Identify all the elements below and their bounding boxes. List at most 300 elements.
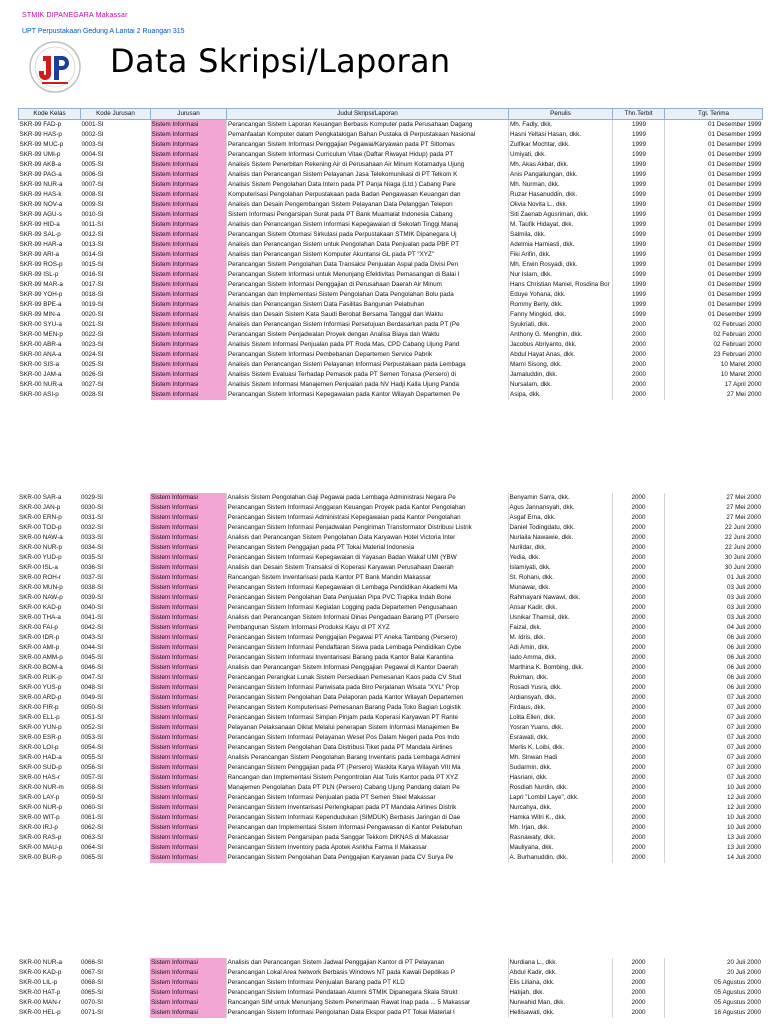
kode-kelas-cell: SKR-00 LOI-p (19, 744, 59, 751)
tgl-terima-cell: 01 Desember 1999 (665, 150, 763, 160)
library-location: UPT Perpustakaan Gedung A Lantai 2 Ruangan 315 (22, 28, 185, 35)
table-row (19, 250, 763, 260)
table-row (18, 533, 762, 543)
table-row (18, 663, 762, 673)
judul-cell: Perancangan dan Implementasi Sistem Informasi Pengawasan di Kantor Pelabuhan (226, 823, 508, 833)
jurusan-cell: Sistem Informasi (151, 330, 227, 340)
thn-terbit-cell: 2000 (612, 763, 664, 773)
kode-kelas-cell: SKR-99 HID-a (19, 221, 60, 228)
kode-jurusan-cell: 0052-SI (81, 724, 104, 731)
table-row (19, 180, 763, 190)
judul-cell: Analisis dan Perancangan Sistem Jadwal Penggajian Kantor di PT Pelayanan (226, 958, 508, 968)
kode-kelas-cell: SKR-00 ESR-p (19, 734, 62, 741)
tgl-terima-cell: 01 Desember 1999 (665, 250, 763, 260)
tgl-terima-cell: 22 Juni 2000 (664, 543, 762, 553)
kode-kelas-cell: SKR-99 NUR-a (19, 181, 63, 188)
thn-terbit-cell: 2000 (612, 533, 664, 543)
thn-terbit-cell: 2000 (612, 693, 664, 703)
kode-jurusan-cell: 0044-SI (81, 644, 104, 651)
jurusan-cell: Sistem Informasi (150, 703, 226, 713)
judul-cell: Analisis dan Perancangan Sistem Informasi Persetujuan Berdasarkan pada PT (Pe (227, 320, 509, 330)
thn-terbit-cell: 2000 (612, 733, 664, 743)
kode-jurusan-cell: 0018-SI (81, 291, 104, 298)
judul-cell: Perancangan dan Implementasi Sistem Pengolahan Data Pengolahan Bolu pada (227, 290, 509, 300)
kode-jurusan-cell: 0047-SI (81, 674, 104, 681)
table-row (19, 270, 763, 280)
thn-terbit-cell: 1999 (613, 230, 665, 240)
judul-cell: Perancangan Sistem Penggajian pada PT (Persero) Waskita Karya Wilayah VIII Ma (226, 763, 508, 773)
judul-cell: Perancangan Sistem Pengolahan Data Penjualan Pipa PVC Trapika Indah Bone (226, 593, 508, 603)
tgl-terima-cell: 07 Juli 2000 (664, 693, 762, 703)
judul-cell: Perancangan Sistem Informasi Kependudukan (SIMDUK) Berbasis Jaringan di Dae (226, 813, 508, 823)
jurusan-cell: Sistem Informasi (150, 693, 226, 703)
kode-kelas-cell: SKR-00 ISL-a (19, 564, 58, 571)
kode-kelas-cell: SKR-00 BUR-p (19, 854, 62, 861)
kode-kelas-cell: SKR-00 NAW-p (19, 594, 63, 601)
kode-jurusan-cell: 0037-SI (81, 574, 104, 581)
kode-jurusan-cell: 0041-SI (81, 614, 104, 621)
kode-jurusan-cell: 0032-SI (81, 524, 104, 531)
jurusan-cell: Sistem Informasi (150, 968, 226, 978)
judul-cell: Perancangan Perangkat Lunak Sistem Persediaan Pemesanan Kaos pada CV Stud (226, 673, 508, 683)
table-row (18, 593, 762, 603)
penulis-cell: Elis Liliana, dkk. (508, 978, 612, 988)
table-row (18, 823, 762, 833)
thn-terbit-cell: 2000 (612, 573, 664, 583)
tgl-terima-cell: 01 Desember 1999 (665, 140, 763, 150)
tgl-terima-cell: 30 Juni 2000 (664, 563, 762, 573)
table-row (18, 813, 762, 823)
thn-terbit-cell: 1999 (613, 210, 665, 220)
kode-kelas-cell: SKR-99 MUC-p (19, 141, 64, 148)
thn-terbit-cell: 2000 (612, 803, 664, 813)
penulis-cell: Syukriati, dkk. (509, 320, 613, 330)
thn-terbit-cell: 2000 (612, 958, 664, 968)
table-row (19, 260, 763, 270)
kode-jurusan-cell: 0013-SI (81, 241, 104, 248)
table-row (18, 573, 762, 583)
judul-cell: Perancangan Sistem Informasi Pengolahan Data Ekspor pada PT Tokai Material I (226, 1008, 508, 1018)
thn-terbit-cell: 1999 (613, 240, 665, 250)
table-row (19, 150, 763, 160)
tgl-terima-cell: 14 Juli 2000 (664, 853, 762, 863)
jurusan-cell: Sistem Informasi (150, 753, 226, 763)
tgl-terima-cell: 22 Juni 2000 (664, 533, 762, 543)
jurusan-cell: Sistem Informasi (150, 513, 226, 523)
table-row (19, 360, 763, 370)
kode-jurusan-cell: 0031-SI (81, 514, 104, 521)
judul-cell: Perancangan Sistem Informasi Pendataan Alumni STMIK Dipanegara Skala Strukt (226, 988, 508, 998)
judul-cell: Rancangan SIM untuk Menunjang Sistem Penerimaan Rawat Inap pada ... 5 Makassar (226, 998, 508, 1008)
tgl-terima-cell: 27 Mei 2000 (665, 390, 763, 400)
judul-cell: Perancangan Sistem Informasi Pendaftaran Siswa pada Lembaga Pendidikan Cybe (226, 643, 508, 653)
table-row (18, 733, 762, 743)
thn-terbit-cell: 2000 (612, 833, 664, 843)
tgl-terima-cell: 03 Juli 2000 (664, 603, 762, 613)
kode-kelas-cell: SKR-00 SUD-p (19, 764, 62, 771)
thn-terbit-cell: 2000 (612, 703, 664, 713)
judul-cell: Perancangan Sistem Informasi Pembebanan Departemen Service Pabrik (227, 350, 509, 360)
penulis-cell: Nurdiana L., dkk. (508, 958, 612, 968)
thn-terbit-cell: 2000 (613, 370, 665, 380)
penulis-cell: Asipa, dkk. (509, 390, 613, 400)
judul-cell: Sistem Informasi Pengarsipan Surat pada PT Bank Muamalat Indonesia Cabang (227, 210, 509, 220)
kode-jurusan-cell: 0035-SI (81, 554, 104, 561)
tgl-terima-cell: 27 Mei 2000 (664, 503, 762, 513)
tgl-terima-cell: 13 Juli 2000 (664, 843, 762, 853)
judul-cell: Perancangan Sistem Informasi Kepegawaian pada Kantor Wilayah Departemen Pe (227, 390, 509, 400)
thesis-table-block-1 (18, 108, 763, 400)
judul-cell: Analisis dan Perancangan Sistem Data Fasilitas Bangunan Pelabuhan (227, 300, 509, 310)
kode-kelas-cell: SKR-00 ANA-a (19, 351, 62, 358)
column-header-kode-jurusan: Kode Jurusan (81, 109, 151, 120)
table-row (19, 370, 763, 380)
table-row (19, 300, 763, 310)
tgl-terima-cell: 03 Juli 2000 (664, 593, 762, 603)
thn-terbit-cell: 1999 (613, 160, 665, 170)
kode-kelas-cell: SKR-99 HAR-a (19, 241, 63, 248)
kode-jurusan-cell: 0058-SI (81, 784, 104, 791)
kode-kelas-cell: SKR-99 AKB-a (19, 161, 62, 168)
kode-jurusan-cell: 0019-SI (81, 301, 104, 308)
kode-jurusan-cell: 0056-SI (81, 764, 104, 771)
penulis-cell: Nurcahya, dkk. (508, 803, 612, 813)
penulis-cell: M. Idris, dkk. (508, 633, 612, 643)
kode-jurusan-cell: 0060-SI (81, 804, 104, 811)
thn-terbit-cell: 2000 (612, 1008, 664, 1018)
kode-kelas-cell: SKR-99 YOH-p (19, 291, 63, 298)
judul-cell: Perancangan Sistem Informasi Penggajian Pegawai PT Aneka Tambang (Persero) (226, 633, 508, 643)
tgl-terima-cell: 10 Juli 2000 (664, 823, 762, 833)
judul-cell: Perancangan Sistem Pengolahan Data Transaksi Penjualan Aspal pada Divisi Pen (227, 260, 509, 270)
kode-kelas-cell: SKR-00 MUN-p (19, 584, 63, 591)
tgl-terima-cell: 12 Juli 2000 (664, 793, 762, 803)
tgl-terima-cell: 01 Desember 1999 (665, 300, 763, 310)
judul-cell: Analisis dan Perancangan Sistem Pelayanan Jasa Telekomunikasi di PT Telkom K (227, 170, 509, 180)
judul-cell: Perancangan Sistem Inventarisasi Perlengkapan pada PT Mandala Airlines Distrik (226, 803, 508, 813)
tgl-terima-cell: 07 Juli 2000 (664, 713, 762, 723)
table-row (19, 160, 763, 170)
table-row (18, 693, 762, 703)
thesis-table-block-3 (18, 958, 762, 1018)
jurusan-cell: Sistem Informasi (150, 958, 226, 968)
jurusan-cell: Sistem Informasi (150, 813, 226, 823)
tgl-terima-cell: 12 Juli 2000 (664, 803, 762, 813)
kode-jurusan-cell: 0065-SI (81, 989, 104, 996)
table-row (18, 523, 762, 533)
table-row (18, 783, 762, 793)
penulis-cell: Umiyati, dkk. (509, 150, 613, 160)
judul-cell: Perancangan Sistem Informasi Penggajian Pegawai/Karyawan pada PT Sittomas (227, 140, 509, 150)
penulis-cell: Mh. Slnwan Hadi (508, 753, 612, 763)
tgl-terima-cell: 06 Juli 2000 (664, 633, 762, 643)
tgl-terima-cell: 01 Desember 1999 (665, 190, 763, 200)
kode-jurusan-cell: 0062-SI (81, 824, 104, 831)
thn-terbit-cell: 2000 (612, 653, 664, 663)
kode-jurusan-cell: 0033-SI (81, 534, 104, 541)
thn-terbit-cell: 2000 (612, 493, 664, 503)
tgl-terima-cell: 07 Juli 2000 (664, 703, 762, 713)
kode-kelas-cell: SKR-00 BOM-a (19, 664, 63, 671)
tgl-terima-cell: 06 Juli 2000 (664, 653, 762, 663)
judul-cell: Perancangan Sistem Informasi Administrasi Kepegawaian pada Kantor Pengolahan (226, 513, 508, 523)
judul-cell: Perancangan Sistem Informasi Simpan Pinjam pada Koperasi Karyawan PT Rante (226, 713, 508, 723)
kode-jurusan-cell: 0066-SI (81, 959, 104, 966)
kode-jurusan-cell: 0006-SI (81, 171, 104, 178)
jurusan-cell: Sistem Informasi (151, 240, 227, 250)
penulis-cell: Lapri "Lombil Laye", dkk. (508, 793, 612, 803)
kode-kelas-cell: SKR-99 NOV-a (19, 201, 63, 208)
judul-cell: Perancangan Sistem Informasi Anggaran Keuangan Proyek pada Kantor Pengolahan (226, 503, 508, 513)
kode-kelas-cell: SKR-00 RUK-p (19, 674, 62, 681)
thn-terbit-cell: 1999 (613, 310, 665, 320)
kode-jurusan-cell: 0043-SI (81, 634, 104, 641)
kode-kelas-cell: SKR-00 YUN-p (19, 724, 62, 731)
thn-terbit-cell: 1999 (613, 180, 665, 190)
tgl-terima-cell: 07 Juli 2000 (664, 723, 762, 733)
kode-jurusan-cell: 0015-SI (81, 261, 104, 268)
tgl-terima-cell: 17 April 2000 (665, 380, 763, 390)
jurusan-cell: Sistem Informasi (150, 583, 226, 593)
kode-kelas-cell: SKR-00 SAR-a (19, 494, 62, 501)
thn-terbit-cell: 2000 (612, 998, 664, 1008)
thn-terbit-cell: 2000 (612, 713, 664, 723)
kode-jurusan-cell: 0022-SI (81, 331, 104, 338)
tgl-terima-cell: 05 Agustus 2000 (664, 988, 762, 998)
table-row (19, 380, 763, 390)
kode-jurusan-cell: 0065-SI (81, 854, 104, 861)
penulis-cell: Hatijah, dkk. (508, 988, 612, 998)
jurusan-cell: Sistem Informasi (150, 823, 226, 833)
kode-jurusan-cell: 0029-SI (81, 494, 104, 501)
thn-terbit-cell: 1999 (613, 170, 665, 180)
table-row (18, 673, 762, 683)
kode-kelas-cell: SKR-00 RAS-p (19, 834, 62, 841)
penulis-cell: Anis Pangaliungan, dkk. (509, 170, 613, 180)
thn-terbit-cell: 2000 (613, 350, 665, 360)
kode-kelas-cell: SKR-00 HAS-r (19, 774, 60, 781)
judul-cell: Analisis dan Desain Sistem Kata Saudi Berobat Bersama Tanggal dan Waktu (227, 310, 509, 320)
kode-jurusan-cell: 0064-SI (81, 844, 104, 851)
tgl-terima-cell: 30 Juni 2000 (664, 553, 762, 563)
kode-jurusan-cell: 0063-SI (81, 834, 104, 841)
table-row (19, 350, 763, 360)
jurusan-cell: Sistem Informasi (151, 380, 227, 390)
tgl-terima-cell: 01 Desember 1999 (665, 200, 763, 210)
table-row (19, 390, 763, 400)
penulis-cell: Mh. Fadly, dkk. (509, 120, 613, 131)
jurusan-cell: Sistem Informasi (151, 220, 227, 230)
penulis-cell: A. Burhanuddin, dkk. (508, 853, 612, 863)
jurusan-cell: Sistem Informasi (150, 1008, 226, 1018)
tgl-terima-cell: 10 Maret 2000 (665, 360, 763, 370)
jurusan-cell: Sistem Informasi (150, 773, 226, 783)
jurusan-cell: Sistem Informasi (150, 683, 226, 693)
thn-terbit-cell: 2000 (612, 773, 664, 783)
tgl-terima-cell: 01 Desember 1999 (665, 270, 763, 280)
kode-kelas-cell: SKR-00 KAD-p (19, 604, 62, 611)
tgl-terima-cell: 16 Agustus 2000 (664, 1008, 762, 1018)
tgl-terima-cell: 13 Juli 2000 (664, 833, 762, 843)
tgl-terima-cell: 03 Juli 2000 (664, 613, 762, 623)
kode-jurusan-cell: 0038-SI (81, 584, 104, 591)
tgl-terima-cell: 01 Desember 1999 (665, 240, 763, 250)
judul-cell: Komputerisasi Pengolahan Perpustakaan pada Badan Pengawasan Keuangan dan (227, 190, 509, 200)
kode-kelas-cell: SKR-00 TOD-p (19, 524, 62, 531)
thn-terbit-cell: 2000 (612, 843, 664, 853)
kode-kelas-cell: SKR-00 KAD-p (19, 969, 62, 976)
jurusan-cell: Sistem Informasi (151, 200, 227, 210)
judul-cell: Perancangan Sistem Informasi Pariwisata pada Biro Perjalanan Wisata "XYL" Prop (226, 683, 508, 693)
thn-terbit-cell: 2000 (612, 603, 664, 613)
jurusan-cell: Sistem Informasi (150, 643, 226, 653)
jurusan-cell: Sistem Informasi (150, 653, 226, 663)
jurusan-cell: Sistem Informasi (150, 623, 226, 633)
thn-terbit-cell: 2000 (612, 683, 664, 693)
judul-cell: Analisis Sistem Pengolahan Gaji Pegawai pada Lembaga Administrasi Negara Pe (226, 493, 508, 503)
kode-jurusan-cell: 0053-SI (81, 734, 104, 741)
thn-terbit-cell: 2000 (612, 723, 664, 733)
penulis-cell: M. Taufik Hidayat, dkk. (509, 220, 613, 230)
judul-cell: Perancangan Lokal Area Network Berbasis Windows NT pada Kawali Depdikas P (226, 968, 508, 978)
kode-kelas-cell: SKR-00 YUD-p (19, 554, 62, 561)
kode-kelas-cell: SKR-00 IDR-p (19, 634, 60, 641)
judul-cell: Perancangan Sistem Penggajian pada PT Tokai Material Indonesia (226, 543, 508, 553)
jurusan-cell: Sistem Informasi (151, 320, 227, 330)
judul-cell: Analisis Perancangan Sistem Pengolahan Barang Inventaris pada Lembaga Admini (226, 753, 508, 763)
penulis-cell: Munawar, dkk. (508, 583, 612, 593)
kode-kelas-cell: SKR-00 ARD-p (19, 694, 62, 701)
table-row (18, 773, 762, 783)
jurusan-cell: Sistem Informasi (150, 613, 226, 623)
institution-name: STMIK DIPANEGARA Makassar (22, 12, 128, 19)
table-row (19, 140, 763, 150)
thn-terbit-cell: 2000 (612, 968, 664, 978)
kode-jurusan-cell: 0012-SI (81, 231, 104, 238)
jurusan-cell: Sistem Informasi (150, 563, 226, 573)
penulis-cell: Nur Islam, dkk. (509, 270, 613, 280)
penulis-cell: Mh. Erwin Rosyadi, dkk. (509, 260, 613, 270)
kode-jurusan-cell: 0024-SI (81, 351, 104, 358)
table-row (18, 553, 762, 563)
kode-jurusan-cell: 0068-SI (81, 979, 104, 986)
thn-terbit-cell: 2000 (612, 643, 664, 653)
table-row (18, 723, 762, 733)
table-row (18, 543, 762, 553)
penulis-cell: Daniel Todingdatu, dkk. (508, 523, 612, 533)
jurusan-cell: Sistem Informasi (151, 310, 227, 320)
penulis-cell: Abdul Hayat Anas, dkk. (509, 350, 613, 360)
penulis-cell: Hamka Witri K., dkk. (508, 813, 612, 823)
tgl-terima-cell: 01 Desember 1999 (665, 210, 763, 220)
column-header-jurusan: Jurusan (151, 109, 227, 120)
table-row (18, 998, 762, 1008)
tgl-terima-cell: 20 Juli 2000 (664, 968, 762, 978)
kode-jurusan-cell: 0040-SI (81, 604, 104, 611)
tgl-terima-cell: 01 Juli 2000 (664, 573, 762, 583)
kode-kelas-cell: SKR-99 SAL-p (19, 231, 61, 238)
tgl-terima-cell: 01 Desember 1999 (665, 170, 763, 180)
tgl-terima-cell: 27 Mei 2000 (664, 493, 762, 503)
judul-cell: Pemanfaatan Komputer dalam Pengkatalogan Bahan Pustaka di Perpustakaan Nasional (227, 130, 509, 140)
table-row (18, 763, 762, 773)
jurusan-cell: Sistem Informasi (150, 733, 226, 743)
table-header-row (19, 109, 763, 120)
kode-jurusan-cell: 0027-SI (81, 381, 104, 388)
judul-cell: Perancangan Sistem Informasi untuk Menunjang Efektivitas Pemasangan di Balai I (227, 270, 509, 280)
penulis-cell: Islamiyati, dkk. (508, 563, 612, 573)
thn-terbit-cell: 1999 (613, 270, 665, 280)
penulis-cell: Jacobus Abriyanto, dkk. (509, 340, 613, 350)
thn-terbit-cell: 2000 (612, 633, 664, 643)
tgl-terima-cell: 10 Juli 2000 (664, 783, 762, 793)
judul-cell: Perancangan Sistem Informasi Curriculum Vitae (Daftar Riwayat Hidup) pada PT (227, 150, 509, 160)
kode-jurusan-cell: 0016-SI (81, 271, 104, 278)
jurusan-cell: Sistem Informasi (150, 493, 226, 503)
jurusan-cell: Sistem Informasi (150, 978, 226, 988)
jurusan-cell: Sistem Informasi (151, 140, 227, 150)
judul-cell: Perancangan Sistem Informasi Inventarisasi Barang pada Kantor Balai Karantina (226, 653, 508, 663)
kode-kelas-cell: SKR-00 YUS-p (19, 684, 62, 691)
thn-terbit-cell: 1999 (613, 280, 665, 290)
table-row (19, 220, 763, 230)
kode-jurusan-cell: 0005-SI (81, 161, 104, 168)
column-header-tgl-terima: Tgl. Terima (665, 109, 763, 120)
kode-jurusan-cell: 0036-SI (81, 564, 104, 571)
tgl-terima-cell: 05 Agustus 2000 (664, 978, 762, 988)
kode-kelas-cell: SKR-99 BPE-a (19, 301, 62, 308)
thn-terbit-cell: 2000 (613, 380, 665, 390)
jurusan-cell: Sistem Informasi (151, 170, 227, 180)
jurusan-cell: Sistem Informasi (151, 250, 227, 260)
table-row (18, 503, 762, 513)
tgl-terima-cell: 07 Juli 2000 (664, 763, 762, 773)
kode-jurusan-cell: 0046-SI (81, 664, 104, 671)
kode-jurusan-cell: 0003-SI (81, 141, 104, 148)
kode-kelas-cell: SKR-00 SIS-a (19, 361, 60, 368)
tgl-terima-cell: 06 Juli 2000 (664, 663, 762, 673)
tgl-terima-cell: 02 Februari 2000 (665, 320, 763, 330)
kode-jurusan-cell: 0028-SI (81, 391, 104, 398)
kode-kelas-cell: SKR-99 MAR-a (19, 281, 63, 288)
penulis-cell: Asgaf Erna, dkk. (508, 513, 612, 523)
kode-kelas-cell: SKR-99 UMI-p (19, 151, 61, 158)
jurusan-cell: Sistem Informasi (150, 833, 226, 843)
judul-cell: Analisis dan Desain Pengembangan Sistem Pelayanan Data Pelanggan Telepon (227, 200, 509, 210)
tgl-terima-cell: 01 Desember 1999 (665, 120, 763, 131)
kode-jurusan-cell: 0050-SI (81, 704, 104, 711)
thn-terbit-cell: 2000 (612, 743, 664, 753)
judul-cell: Analisis dan Perancangan Sistem Informasi Dinas Pengadaan Barang PT (Persero (226, 613, 508, 623)
kode-jurusan-cell: 0009-SI (81, 201, 104, 208)
jurusan-cell: Sistem Informasi (150, 853, 226, 863)
penulis-cell: Mh. Nurman, dkk. (509, 180, 613, 190)
judul-cell: Perancangan Sistem Laporan Keuangan Berbasis Komputer pada Perusahaan Dagang (227, 120, 509, 131)
tgl-terima-cell: 02 Februari 2000 (665, 340, 763, 350)
penulis-cell: Nurwahid Man, dkk. (508, 998, 612, 1008)
jurusan-cell: Sistem Informasi (151, 280, 227, 290)
penulis-cell: Firdaus, dkk. (508, 703, 612, 713)
stmik-logo-icon (28, 40, 82, 94)
jurusan-cell: Sistem Informasi (150, 998, 226, 1008)
tgl-terima-cell: 06 Juli 2000 (664, 673, 762, 683)
table-row (18, 653, 762, 663)
table-row (18, 843, 762, 853)
thn-terbit-cell: 2000 (612, 513, 664, 523)
thn-terbit-cell: 1999 (613, 260, 665, 270)
kode-kelas-cell: SKR-00 NUR-m (19, 784, 64, 791)
thn-terbit-cell: 2000 (612, 853, 664, 863)
